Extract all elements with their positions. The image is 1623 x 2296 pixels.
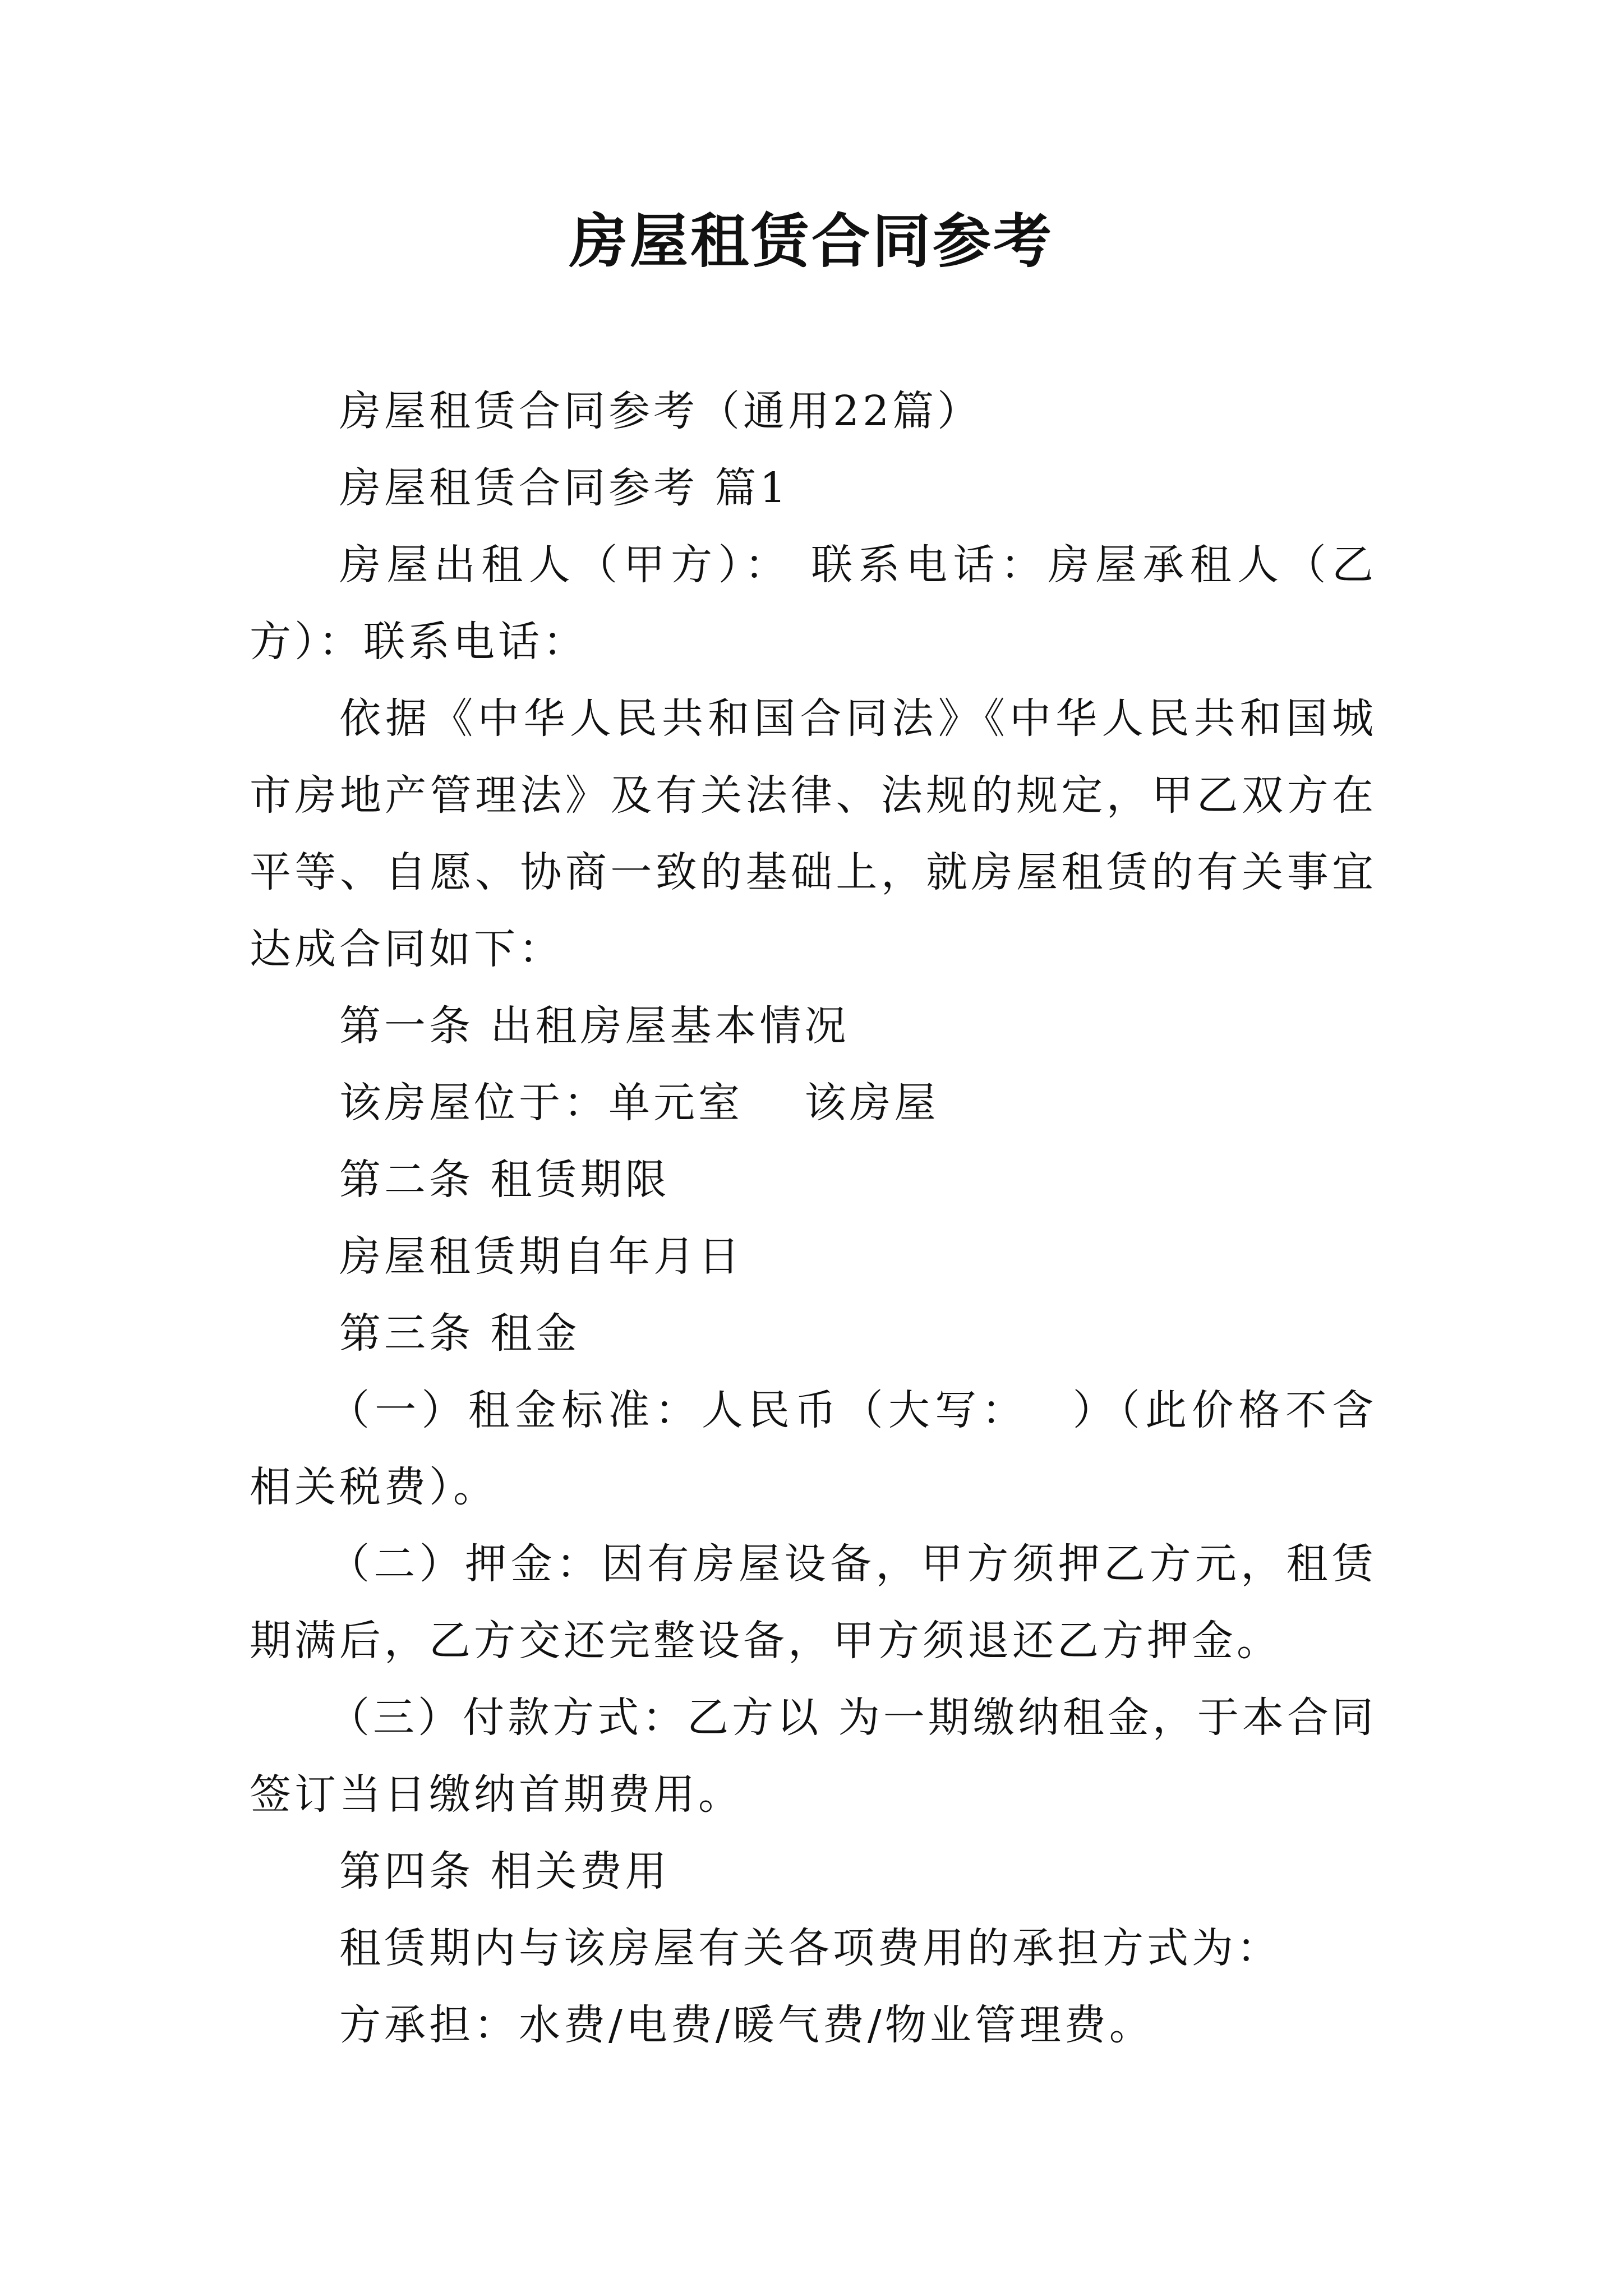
paragraph-subtitle: 房屋租赁合同参考（通用22篇）	[339, 387, 983, 435]
paragraph-location: 该房屋位于：单元室 该房屋	[339, 1079, 939, 1127]
paragraph-article-2: 第二条 租赁期限	[339, 1156, 670, 1204]
paragraph-parties: 房屋出租人（甲方）： 联系电话：房屋承租人（乙方）：联系电话：	[250, 541, 1377, 666]
paragraph-legal-basis: 依据《中华人民共和国合同法》《中华人民共和国城市房地产管理法》及有关法律、法规的规定，甲乙双方在平等、自愿、协商一致的基础上，就房屋租赁的有关事宜达成合同如下：	[250, 694, 1377, 973]
document-title: 房屋租赁合同参考	[569, 206, 1054, 275]
paragraph-deposit: （二）押金：因有房屋设备，甲方须押乙方元，租赁期满后，乙方交还完整设备，甲方须退还乙方押金。	[250, 1540, 1377, 1665]
paragraph-article-1: 第一条 出租房屋基本情况	[339, 1002, 850, 1050]
paragraph-fees: 租赁期内与该房屋有关各项费用的承担方式为：	[339, 1924, 1281, 1972]
paragraph-section-heading: 房屋租赁合同参考 篇1	[339, 464, 790, 512]
paragraph-term: 房屋租赁期自年月日	[339, 1232, 743, 1281]
paragraph-rent-standard: （一）租金标准：人民币（大写： ）（此价格不含相关税费）。	[250, 1386, 1377, 1511]
paragraph-payment-method: （三）付款方式：乙方以 为一期缴纳租金，于本合同签订当日缴纳首期费用。	[250, 1694, 1377, 1819]
document-body	[250, 373, 1377, 2064]
paragraph-article-3: 第三条 租金	[339, 1309, 580, 1358]
paragraph-fee-bearer: 方承担：水费/电费/暖气费/物业管理费。	[339, 2001, 1154, 2049]
paragraph-article-4: 第四条 相关费用	[339, 1847, 670, 1895]
